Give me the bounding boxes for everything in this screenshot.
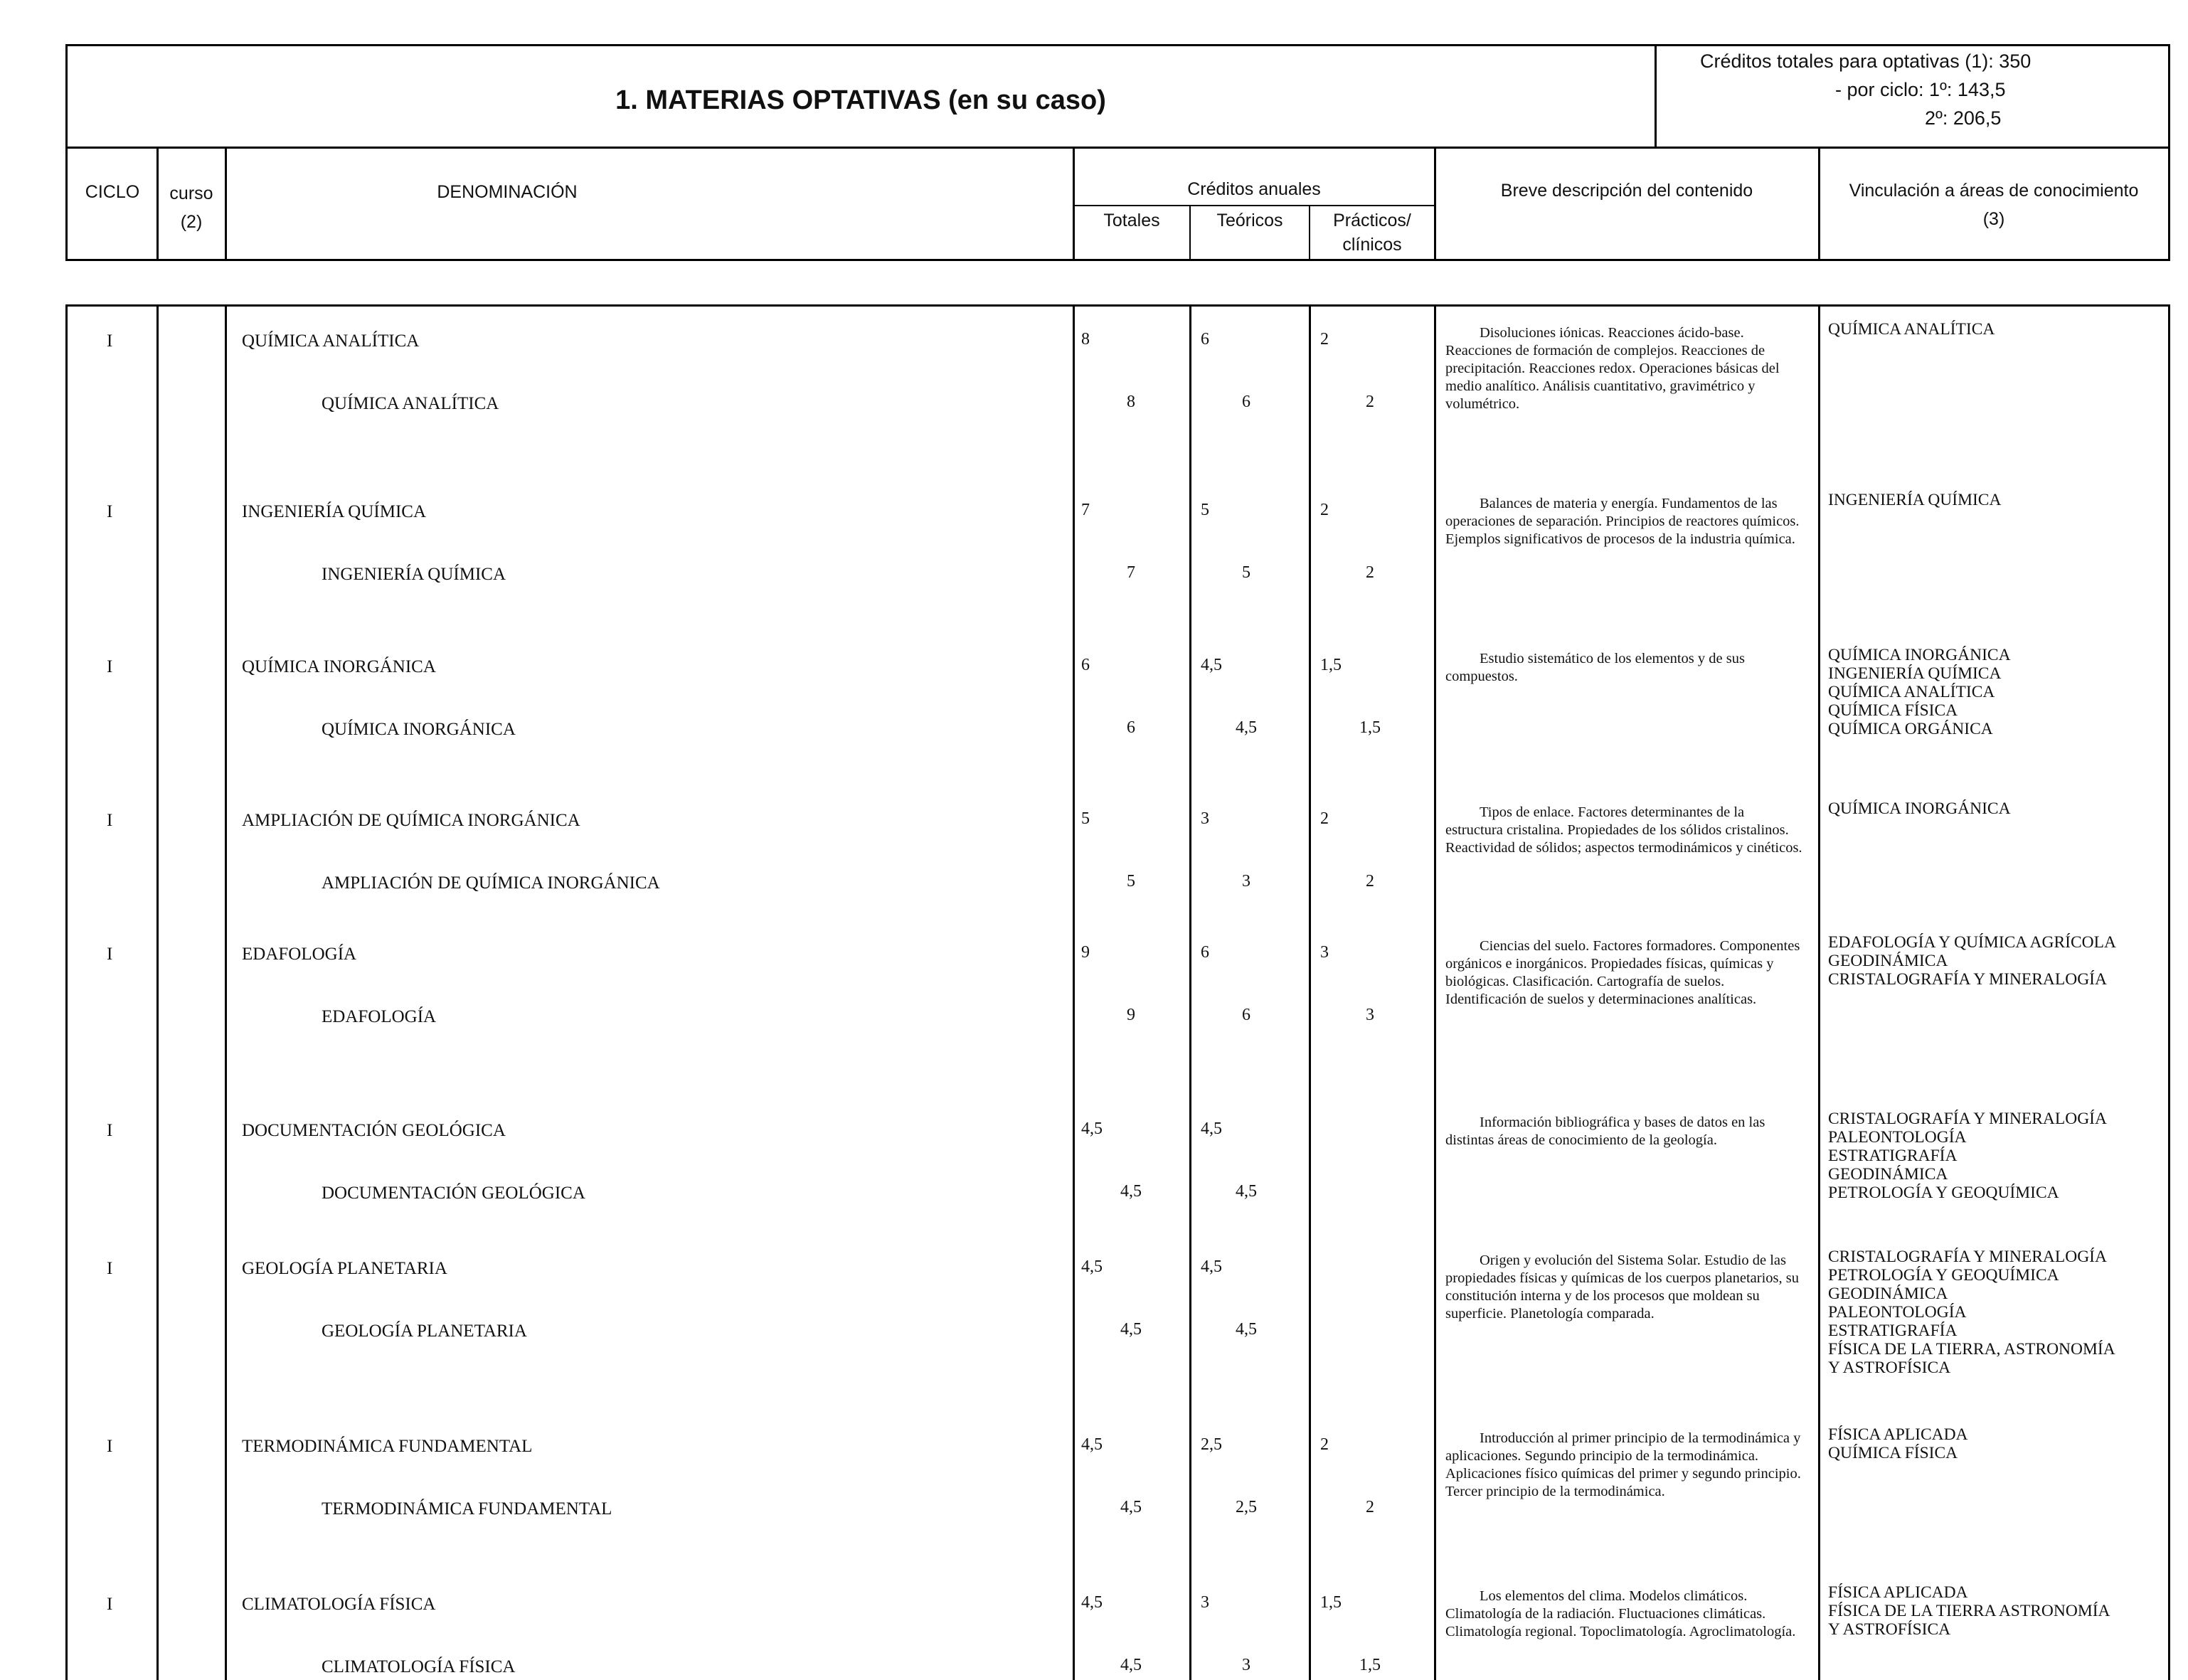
row-sub-theory-credits: 6 (1242, 1006, 1250, 1024)
row-sub-practical-credits: 2 (1366, 393, 1374, 411)
col-descripcion: Breve descripción del contenido (1500, 181, 1753, 201)
knowledge-area: FÍSICA APLICADA (1828, 1425, 1968, 1444)
row-sub-theory-credits: 4,5 (1236, 1320, 1257, 1339)
col-totales: Totales (1103, 211, 1160, 230)
row-total-credits: 5 (1081, 809, 1090, 828)
row-sub-total-credits: 4,5 (1120, 1656, 1142, 1674)
credits-cycle-1: - por ciclo: 1º: 143,5 (1835, 79, 2006, 100)
row-subsubject-name: GEOLOGÍA PLANETARIA (322, 1322, 527, 1341)
row-ciclo: I (107, 331, 113, 351)
knowledge-area: FÍSICA APLICADA (1828, 1583, 1968, 1602)
row-practical-credits: 3 (1320, 943, 1329, 962)
row-sub-total-credits: 6 (1127, 718, 1135, 737)
knowledge-area: Y ASTROFÍSICA (1828, 1359, 1951, 1377)
row-description-text: Tipos de enlace. Factores determinantes de la estructura cristalina. Propiedades de los sólidos cristalinos. Reactividad de sólidos; aspectos termodinámicos y cinéticos. (1445, 804, 1802, 856)
row-total-credits: 6 (1081, 656, 1090, 674)
col-vinculacion-note: (3) (1982, 209, 2005, 229)
knowledge-area: EDAFOLOGÍA Y QUÍMICA AGRÍCOLA (1828, 933, 2116, 952)
row-practical-credits: 2 (1320, 501, 1329, 519)
knowledge-area: ESTRATIGRAFÍA (1828, 1322, 1958, 1340)
knowledge-area: CRISTALOGRAFÍA Y MINERALOGÍA (1828, 1248, 2107, 1266)
row-sub-practical-credits: 1,5 (1359, 718, 1381, 737)
row-ciclo: I (107, 657, 113, 676)
credits-total: Créditos totales para optativas (1): 350 (1700, 50, 2032, 72)
row-ciclo: I (107, 945, 113, 964)
row-sub-practical-credits: 1,5 (1359, 1656, 1381, 1674)
row-sub-practical-credits: 2 (1366, 563, 1374, 582)
row-description (1445, 324, 1805, 413)
col-ciclo: CICLO (85, 182, 140, 202)
row-theory-credits: 5 (1201, 501, 1209, 519)
row-subsubject-name: EDAFOLOGÍA (322, 1007, 437, 1026)
row-sub-practical-credits: 3 (1366, 1006, 1374, 1024)
row-description-text: Origen y evolución del Sistema Solar. Estudio de las propiedades físicas y químicas de los cuerpos planetarios, su constitución interna y de los procesos que moldean su superficie. Planetología comparada. (1445, 1253, 1799, 1322)
row-total-credits: 9 (1081, 943, 1090, 962)
knowledge-area: QUÍMICA ORGÁNICA (1828, 720, 1993, 738)
row-sub-total-credits: 7 (1127, 563, 1135, 582)
row-knowledge-areas (1828, 1583, 2170, 1639)
row-subject-name: INGENIERÍA QUÍMICA (242, 502, 426, 521)
row-description-text: Ciencias del suelo. Factores formadores. Componentes orgánicos e inorgánicos. Propiedades físicas, químicas y biológicas. Clasificación. Cartografía de suelos. Identificación de suelos y determinaciones analíticas. (1445, 938, 1800, 1007)
row-total-credits: 4,5 (1081, 1435, 1103, 1454)
knowledge-area: CRISTALOGRAFÍA Y MINERALOGÍA (1828, 1110, 2107, 1128)
row-description-text: Los elementos del clima. Modelos climáticos. Climatología de la radiación. Fluctuaciones climáticas. Climatología regional. Topoclimatología. Agroclimatología. (1445, 1588, 1796, 1639)
knowledge-area: GEODINÁMICA (1828, 1285, 1948, 1303)
knowledge-area: QUÍMICA FÍSICA (1828, 701, 1958, 720)
row-description-text: Estudio sistemático de los elementos y de sus compuestos. (1445, 651, 1745, 684)
knowledge-area: PALEONTOLOGÍA (1828, 1303, 1967, 1322)
knowledge-area: CRISTALOGRAFÍA Y MINERALOGÍA (1828, 970, 2107, 989)
knowledge-area: QUÍMICA ANALÍTICA (1828, 683, 1995, 701)
row-subject-name: DOCUMENTACIÓN GEOLÓGICA (242, 1121, 506, 1140)
row-ciclo: I (107, 1437, 113, 1456)
row-ciclo: I (107, 1259, 113, 1278)
row-description-text: Información bibliográfica y bases de datos en las distintas áreas de conocimiento de la geología. (1445, 1115, 1765, 1148)
row-sub-practical-credits: 2 (1366, 1498, 1374, 1516)
row-subject-name: AMPLIACIÓN DE QUÍMICA INORGÁNICA (242, 811, 580, 830)
row-sub-theory-credits: 3 (1242, 1656, 1250, 1674)
row-sub-theory-credits: 4,5 (1236, 718, 1257, 737)
knowledge-area: PALEONTOLOGÍA (1828, 1128, 1967, 1147)
page-title: 1. MATERIAS OPTATIVAS (en su caso) (615, 85, 1106, 115)
row-description (1445, 1252, 1805, 1323)
knowledge-area: ESTRATIGRAFÍA (1828, 1147, 1958, 1165)
knowledge-area: FÍSICA DE LA TIERRA ASTRONOMÍA (1828, 1602, 2110, 1620)
row-knowledge-areas (1828, 646, 2170, 738)
row-theory-credits: 4,5 (1201, 1120, 1222, 1138)
row-description-text: Disoluciones iónicas. Reacciones ácido-base. Reacciones de formación de complejos. Reacciones de precipitación. Reacciones redox. Operaciones básicas del medio analítico. Análisis cuantitativo, gravimétrico y volumétrico. (1445, 325, 1780, 412)
row-description (1445, 650, 1805, 686)
credits-summary (1657, 47, 2155, 132)
row-subsubject-name: DOCUMENTACIÓN GEOLÓGICA (322, 1184, 585, 1203)
row-sub-theory-credits: 5 (1242, 563, 1250, 582)
row-sub-theory-credits: 4,5 (1236, 1182, 1257, 1201)
row-sub-total-credits: 5 (1127, 872, 1135, 890)
knowledge-area: GEODINÁMICA (1828, 952, 1948, 970)
col-curso: curso (169, 184, 213, 203)
row-subsubject-name: INGENIERÍA QUÍMICA (322, 565, 506, 584)
row-subject-name: QUÍMICA ANALÍTICA (242, 331, 420, 351)
knowledge-area: QUÍMICA ANALÍTICA (1828, 320, 1995, 339)
row-practical-credits: 2 (1320, 809, 1329, 828)
knowledge-area: GEODINÁMICA (1828, 1165, 1948, 1184)
row-description-text: Balances de materia y energía. Fundamentos de las operaciones de separación. Principios de reactores químicos. Ejemplos significativos de procesos de la industria química. (1445, 496, 1800, 547)
row-subsubject-name: AMPLIACIÓN DE QUÍMICA INORGÁNICA (322, 873, 660, 893)
row-subsubject-name: CLIMATOLOGÍA FÍSICA (322, 1657, 516, 1676)
row-sub-practical-credits: 2 (1366, 872, 1374, 890)
row-theory-credits: 4,5 (1201, 656, 1222, 674)
row-practical-credits: 1,5 (1320, 656, 1342, 674)
row-ciclo: I (107, 502, 113, 521)
row-total-credits: 7 (1081, 501, 1090, 519)
row-description (1445, 1114, 1805, 1149)
knowledge-area: FÍSICA DE LA TIERRA, ASTRONOMÍA (1828, 1340, 2115, 1359)
row-description (1445, 804, 1805, 857)
knowledge-area: PETROLOGÍA Y GEOQUÍMICA (1828, 1266, 2059, 1285)
row-description (1445, 1430, 1805, 1501)
col-teoricos: Teóricos (1216, 211, 1283, 230)
row-knowledge-areas (1828, 799, 2170, 818)
row-knowledge-areas (1828, 320, 2170, 339)
row-theory-credits: 4,5 (1201, 1258, 1222, 1276)
row-knowledge-areas (1828, 1248, 2170, 1377)
row-total-credits: 4,5 (1081, 1120, 1103, 1138)
row-description (1445, 1588, 1805, 1641)
row-subject-name: TERMODINÁMICA FUNDAMENTAL (242, 1437, 533, 1456)
row-sub-total-credits: 4,5 (1120, 1182, 1142, 1201)
row-sub-total-credits: 4,5 (1120, 1498, 1142, 1516)
knowledge-area: INGENIERÍA QUÍMICA (1828, 664, 2002, 683)
row-theory-credits: 6 (1201, 330, 1209, 349)
row-description (1445, 937, 1805, 1009)
knowledge-area: Y ASTROFÍSICA (1828, 1620, 1951, 1639)
row-knowledge-areas (1828, 933, 2170, 989)
row-ciclo: I (107, 1595, 113, 1614)
row-sub-total-credits: 4,5 (1120, 1320, 1142, 1339)
row-subsubject-name: TERMODINÁMICA FUNDAMENTAL (322, 1499, 612, 1519)
col-vinculacion: Vinculación a áreas de conocimiento (1849, 181, 2139, 201)
col-curso-note: (2) (180, 212, 203, 232)
row-practical-credits: 2 (1320, 330, 1329, 349)
row-subject-name: GEOLOGÍA PLANETARIA (242, 1259, 447, 1278)
row-theory-credits: 3 (1201, 1593, 1209, 1612)
col-denominacion: DENOMINACIÓN (437, 182, 578, 202)
col-practicos: Prácticos/ (1333, 211, 1411, 230)
row-ciclo: I (107, 811, 113, 830)
knowledge-area: INGENIERÍA QUÍMICA (1828, 491, 2002, 509)
row-description (1445, 495, 1805, 548)
row-subsubject-name: QUÍMICA INORGÁNICA (322, 720, 516, 739)
row-practical-credits: 2 (1320, 1435, 1329, 1454)
row-subsubject-name: QUÍMICA ANALÍTICA (322, 394, 499, 413)
row-theory-credits: 2,5 (1201, 1435, 1222, 1454)
row-theory-credits: 3 (1201, 809, 1209, 828)
row-total-credits: 4,5 (1081, 1593, 1103, 1612)
col-clinicos: clínicos (1342, 235, 1402, 255)
row-practical-credits: 1,5 (1320, 1593, 1342, 1612)
row-sub-total-credits: 9 (1127, 1006, 1135, 1024)
row-sub-theory-credits: 3 (1242, 872, 1250, 890)
row-subject-name: QUÍMICA INORGÁNICA (242, 657, 436, 676)
row-ciclo: I (107, 1121, 113, 1140)
col-creditos-anuales: Créditos anuales (1187, 179, 1321, 199)
row-description-text: Introducción al primer principio de la termodinámica y aplicaciones. Segundo principio de la termodinámica. Aplicaciones físico químicas del primer y segundo principio. Tercer principio de la termodinámica. (1445, 1430, 1801, 1499)
knowledge-area: QUÍMICA INORGÁNICA (1828, 646, 2011, 664)
row-knowledge-areas (1828, 491, 2170, 509)
row-sub-theory-credits: 2,5 (1236, 1498, 1257, 1516)
knowledge-area: QUÍMICA INORGÁNICA (1828, 799, 2011, 818)
row-knowledge-areas (1828, 1110, 2170, 1202)
credits-cycle-2: 2º: 206,5 (1925, 107, 2002, 129)
row-sub-total-credits: 8 (1127, 393, 1135, 411)
knowledge-area: QUÍMICA FÍSICA (1828, 1444, 1958, 1462)
row-theory-credits: 6 (1201, 943, 1209, 962)
row-total-credits: 4,5 (1081, 1258, 1103, 1276)
knowledge-area: PETROLOGÍA Y GEOQUÍMICA (1828, 1184, 2059, 1202)
row-knowledge-areas (1828, 1425, 2170, 1462)
row-subject-name: EDAFOLOGÍA (242, 945, 357, 964)
row-total-credits: 8 (1081, 330, 1090, 349)
row-sub-theory-credits: 6 (1242, 393, 1250, 411)
row-subject-name: CLIMATOLOGÍA FÍSICA (242, 1595, 436, 1614)
